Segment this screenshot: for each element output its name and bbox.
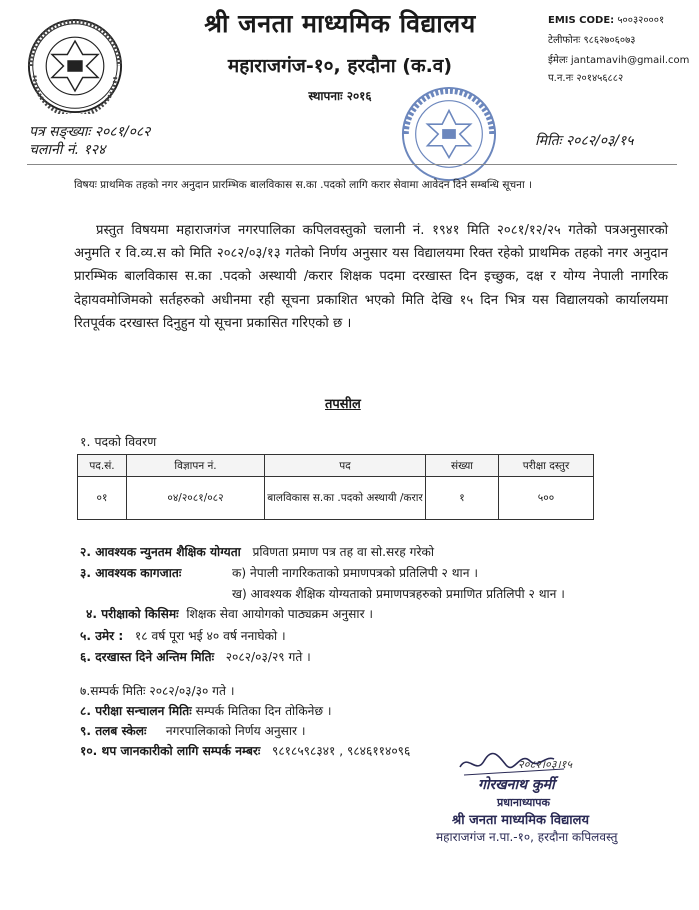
signer-name: गोरखनाथ कुर्मी (478, 777, 555, 793)
email-label: ईमेलः (548, 55, 568, 66)
cell-exam-fee: ५०० (499, 477, 594, 520)
letter-number: पत्र सङ्ख्याः २०८१/०८२ (29, 124, 151, 140)
pan-number (548, 70, 623, 84)
email-value: jantamavih@gmail.com (570, 55, 690, 66)
col-advertisement-no: विज्ञापन नं. (127, 455, 265, 477)
signer-school: श्री जनता माध्यमिक विद्यालय (452, 813, 589, 828)
email (548, 52, 689, 66)
details-heading: तपसील (325, 397, 361, 412)
deadline-label: ६. दरखास्त दिने अन्तिम मितिः (80, 650, 215, 664)
item-documents (80, 564, 478, 581)
header-divider (27, 164, 677, 165)
item-deadline (80, 648, 311, 665)
item-contact-number (80, 742, 410, 759)
signer-title: प्रधानाध्यापक (497, 796, 550, 809)
signature-date: २०८२।०३।१५ (518, 758, 573, 771)
cell-advertisement-no: ०४/२०८१/०८२ (127, 477, 265, 520)
exam-date-label: ८. परीक्षा सन्चालन मितिः (80, 704, 192, 718)
exam-date-value: सम्पर्क मितिका दिन तोकिनेछ । (195, 704, 332, 718)
signer-address: महाराजगंज न.पा.-१०, हरदौना कपिलवस्तु (436, 830, 618, 844)
col-count: संख्या (426, 455, 499, 477)
documents-label: ३. आवश्यक कागजातः (80, 566, 182, 580)
item-salary (80, 722, 305, 739)
age-label: ५. उमेर : (80, 629, 124, 643)
item-contact-date: ७.सम्पर्क मितिः २०८२/०३/३० गते । (80, 684, 235, 698)
emis-label: EMIS CODE: (548, 15, 615, 26)
established-year: स्थापनाः २०१६ (308, 89, 372, 103)
post-details-table (77, 454, 594, 520)
emis-code (548, 12, 664, 26)
letter-date: मितिः २०८२/०३/१५ (535, 133, 634, 149)
contact-number-value: ९८१८५९८३४१ , ९८४६११४०९६ (271, 744, 411, 758)
table-row (78, 477, 594, 520)
item-age (80, 627, 286, 644)
cell-post: बालविकास स.का .पदको अस्थायी /करार (265, 477, 426, 520)
table-header-row (78, 455, 594, 477)
school-address: महाराजगंज-१०, हरदौना (क.व) (227, 55, 453, 77)
salary-label: ९. तलब स्केलः (80, 724, 147, 738)
contact-number-label: १०. थप जानकारीको लागि सम्पर्क नम्बरः (80, 744, 261, 758)
subject-line: विषयः प्राथमिक तहको नगर अनुदान प्रारम्भिक बालविकास स.का .पदको लागि करार सेवामा आवेदन दिने सम्बन्धि सूचना । (74, 179, 532, 191)
item-exam-date (80, 702, 332, 719)
col-post: पद (265, 455, 426, 477)
salary-value: नगरपालिकाको निर्णय अनुसार । (165, 724, 306, 738)
cell-count: १ (426, 477, 499, 520)
item-qualification (80, 543, 434, 560)
deadline-value: २०८२/०३/२९ गते । (225, 650, 311, 664)
post-details-heading: १. पदको विवरण (80, 434, 157, 449)
col-post-no: पद.सं. (78, 455, 127, 477)
phone-value: ९८६२७०६०७३ (583, 35, 636, 46)
school-name: श्री जनता माध्यमिक विद्यालय (204, 9, 476, 38)
phone (548, 32, 635, 46)
qualification-value: प्रविणता प्रमाण पत्र तह वा सो.सरह गरेको (252, 545, 434, 559)
documents-a: क) नेपाली नागरिकताको प्रमाणपत्रको प्रतिलिपी २ थान । (232, 566, 478, 580)
age-value: १८ वर्ष पूरा भई ४० वर्ष ननाघेको । (134, 629, 286, 643)
phone-label: टेलीफोनः (548, 35, 581, 46)
dispatch-number: चलानी नं. १२४ (29, 142, 106, 158)
cell-post-no: ०१ (78, 477, 127, 520)
office-stamp (400, 85, 498, 183)
item-exam-type (86, 605, 373, 622)
exam-type-value: शिक्षक सेवा आयोगको पाठ्यक्रम अनुसार । (186, 607, 374, 621)
pan-label: प.न.नः (548, 73, 574, 84)
qualification-label: २. आवश्यक न्युनतम शैक्षिक योग्यता (80, 545, 241, 559)
emis-value: ५००३२०००१ (617, 15, 665, 26)
col-exam-fee: परीक्षा दस्तुर (499, 455, 594, 477)
documents-b: ख) आवश्यक शैक्षिक योग्यताको प्रमाणपत्रहरुको प्रमाणित प्रतिलिपी २ थान । (232, 587, 565, 601)
exam-type-label: ४. परीक्षाको किसिमः (86, 607, 179, 621)
school-logo (27, 18, 123, 114)
pan-value: २०१४५६८८२ (576, 73, 624, 84)
notice-body: प्रस्तुत विषयमा महाराजगंज नगरपालिका कपिलवस्तुको चलानी नं. १९४१ मिति २०८१/१२/२५ गतेको पत्रअनुसारको अनुमति र वि.व्य.स को मिति २०८२/०३/१३ गतेको निर्णय अनुसार यस विद्यालयमा रिक्त रहेको प्राथमिक तहको नगर अनुदान प्रारम्भिक बालविकास स.का .पदको अस्थायी /करार शिक्षक पदमा दरखास्त दिन इच्छुक, दक्ष र योग्य नेपाली नागरिक देहायवमोजिमको सर्तहरुको अधीनमा रही सूचना प्रकाशित भएको मिति देखि १५ दिन भित्र यस विद्यालयको कार्यालयमा रितपूर्वक दरखास्त दिनुहुन यो सूचना प्रकासित गरिएको छ । (74, 223, 668, 331)
